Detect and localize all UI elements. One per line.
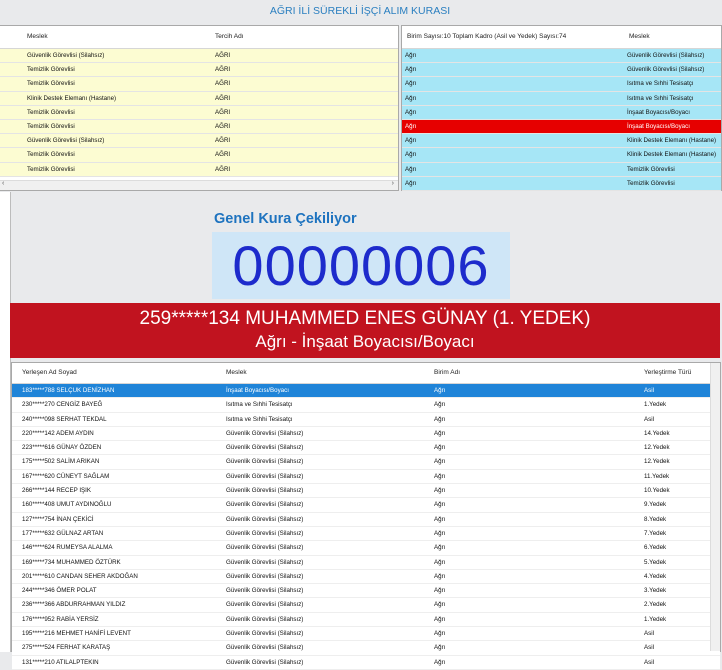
table-cell: Güvenlik Görevlisi (Silahsız)	[226, 644, 304, 652]
table-row[interactable]	[12, 584, 720, 598]
table-row[interactable]	[0, 106, 398, 120]
table-cell: 12.Yedek	[644, 444, 670, 452]
table-cell: Ağrı	[434, 644, 446, 652]
table-cell: Ağrı	[405, 94, 417, 102]
preference-table[interactable]	[0, 25, 399, 191]
column-header-meslek[interactable]: Meslek	[27, 33, 48, 40]
table-cell: 175*****502 SALİM ARIKAN	[22, 458, 100, 466]
table-cell: 9.Yedek	[644, 501, 667, 509]
table-row[interactable]	[12, 441, 720, 455]
table-row[interactable]	[0, 148, 398, 162]
table-cell: Ağrı	[434, 487, 446, 495]
table-cell: AĞRI	[215, 66, 231, 74]
unit-table-body	[402, 49, 721, 191]
table-cell: Asil	[644, 387, 654, 394]
table-cell: Temizlik Görevlisi	[27, 165, 75, 173]
table-cell: Ağrı	[405, 179, 417, 187]
table-cell: Ağrı	[434, 401, 446, 409]
table-cell: Güvenlik Görevlisi (Silahsız)	[226, 601, 304, 609]
table-row[interactable]	[12, 498, 720, 512]
table-cell: Isıtma ve Sıhhi Tesisatçı	[627, 94, 694, 102]
table-cell: Ağrı	[405, 122, 417, 130]
table-cell: 160*****408 UMUT AYDINOĞLU	[22, 501, 112, 509]
table-cell: Ağrı	[405, 66, 417, 74]
table-row[interactable]	[402, 163, 721, 177]
table-cell: 240*****098 SERHAT TEKDAL	[22, 415, 107, 423]
table-cell: 1.Yedek	[644, 401, 667, 409]
table-cell: 5.Yedek	[644, 558, 667, 566]
table-cell: 3.Yedek	[644, 587, 667, 595]
table-cell: 12.Yedek	[644, 458, 670, 466]
table-cell: 167*****620 CÜNEYT SAĞLAM	[22, 472, 110, 480]
horizontal-scrollbar[interactable]	[0, 180, 398, 190]
table-cell: Güvenlik Görevlisi (Silahsız)	[27, 137, 105, 145]
table-row[interactable]	[12, 427, 720, 441]
table-cell: AĞRI	[215, 80, 231, 88]
table-cell: Ağrı	[434, 444, 446, 452]
table-cell: 220*****142 ADEM AYDIN	[22, 429, 94, 437]
table-cell: AĞRI	[215, 94, 231, 102]
table-row[interactable]	[12, 384, 720, 398]
column-header-tercih-adi[interactable]: Tercih Adı	[215, 33, 244, 40]
table-cell: Temizlik Görevlisi	[27, 108, 75, 116]
results-table[interactable]	[11, 362, 721, 666]
table-cell: Temizlik Görevlisi	[27, 80, 75, 88]
table-cell: AĞRI	[215, 151, 231, 159]
table-cell: 223*****616 GÜNAY ÖZDEN	[22, 444, 102, 452]
table-row[interactable]	[402, 177, 721, 191]
table-cell: Isıtma ve Sıhhi Tesisatçı	[226, 401, 293, 409]
table-cell: Güvenlik Görevlisi (Silahsız)	[226, 630, 304, 638]
column-header-birim[interactable]: Birim Sayısı:10 Toplam Kadro (Asil ve Yedek) Sayısı:74	[407, 33, 567, 40]
table-cell: Klinik Destek Elemanı (Hastane)	[627, 137, 717, 145]
table-row[interactable]	[402, 134, 721, 148]
table-cell: Ağrı	[434, 558, 446, 566]
table-row[interactable]	[12, 398, 720, 412]
table-row[interactable]	[402, 92, 721, 106]
chevron-right-icon[interactable]: ›	[391, 180, 394, 187]
table-cell: İnşaat Boyacısı/Boyacı	[627, 108, 690, 116]
table-row[interactable]	[0, 92, 398, 106]
table-row[interactable]	[12, 627, 720, 641]
table-cell: Güvenlik Görevlisi (Silahsız)	[226, 501, 304, 509]
table-cell: 177*****632 GÜLNAZ ARTAN	[22, 529, 104, 537]
left-panel-frame	[0, 192, 11, 652]
table-cell: Güvenlik Görevlisi (Silahsız)	[226, 487, 304, 495]
table-row[interactable]	[0, 134, 398, 148]
table-cell: Güvenlik Görevlisi (Silahsız)	[226, 472, 304, 480]
column-header-meslek[interactable]: Meslek	[226, 369, 247, 376]
column-header-meslek[interactable]: Meslek	[629, 33, 650, 40]
table-cell: 8.Yedek	[644, 515, 667, 523]
table-cell: Asil	[644, 630, 654, 638]
table-cell: Ağrı	[405, 137, 417, 145]
table-cell: 176*****952 RABİA YERSİZ	[22, 615, 99, 623]
table-cell: Güvenlik Görevlisi (Silahsız)	[226, 429, 304, 437]
table-row[interactable]	[12, 613, 720, 627]
table-cell: 146*****624 RUMEYSA ALALMA	[22, 544, 113, 552]
table-row[interactable]	[0, 63, 398, 77]
table-cell: Güvenlik Görevlisi (Silahsız)	[627, 52, 705, 59]
table-cell: Ağrı	[434, 472, 446, 480]
table-cell: AĞRI	[215, 165, 231, 173]
table-row[interactable]	[12, 413, 720, 427]
table-row[interactable]	[12, 470, 720, 484]
results-table-header	[12, 363, 720, 384]
table-cell: İnşaat Boyacısı/Boyacı	[226, 387, 289, 394]
table-cell: 230*****270 CENGİZ BAYEĞ	[22, 401, 103, 409]
table-cell: 195*****216 MEHMET HANİFİ LEVENT	[22, 630, 131, 638]
table-row[interactable]	[0, 120, 398, 134]
table-cell: Güvenlik Görevlisi (Silahsız)	[226, 658, 304, 666]
table-cell: 127*****754 İNAN ÇEKİCİ	[22, 515, 94, 523]
chevron-left-icon[interactable]: ‹	[2, 180, 5, 187]
table-cell: 169*****734 MUHAMMED ÖZTÜRK	[22, 558, 121, 566]
table-cell: 11.Yedek	[644, 472, 670, 480]
table-cell: Ağrı	[434, 515, 446, 523]
table-cell: Güvenlik Görevlisi (Silahsız)	[226, 458, 304, 466]
column-header-birim-adi[interactable]: Birim Adı	[434, 369, 461, 376]
table-cell: Güvenlik Görevlisi (Silahsız)	[226, 587, 304, 595]
table-row[interactable]	[12, 541, 720, 555]
table-cell: 6.Yedek	[644, 544, 667, 552]
table-cell: Güvenlik Görevlisi (Silahsız)	[226, 615, 304, 623]
table-cell: 183*****788 SELÇUK DENİZHAN	[22, 387, 115, 394]
table-cell: 7.Yedek	[644, 529, 667, 537]
table-cell: Ağrı	[434, 501, 446, 509]
table-cell: 4.Yedek	[644, 572, 667, 580]
table-cell: Temizlik Görevlisi	[27, 122, 75, 130]
table-cell: 10.Yedek	[644, 487, 670, 495]
window-title: AĞRI İLİ SÜREKLİ İŞÇİ ALIM KURASI	[269, 5, 451, 17]
table-cell: Temizlik Görevlisi	[627, 165, 675, 173]
table-cell: Ağrı	[434, 630, 446, 638]
table-cell: Ağrı	[434, 458, 446, 466]
table-cell: 14.Yedek	[644, 429, 670, 437]
table-cell: 201*****610 CANDAN SEHER AKDOĞAN	[22, 572, 138, 580]
table-cell: AĞRI	[215, 137, 231, 145]
table-cell: Klinik Destek Elemanı (Hastane)	[627, 151, 717, 159]
table-cell: Ağrı	[405, 151, 417, 159]
preference-table-header	[0, 26, 398, 49]
table-cell: AĞRI	[215, 52, 231, 59]
table-row[interactable]	[12, 641, 720, 655]
table-cell: Ağrı	[434, 587, 446, 595]
table-cell: 1.Yedek	[644, 615, 667, 623]
table-cell: Güvenlik Görevlisi (Silahsız)	[226, 572, 304, 580]
table-cell: Ağrı	[405, 108, 417, 116]
table-cell: Ağrı	[405, 80, 417, 88]
table-cell: 244*****346 ÖMER POLAT	[22, 587, 97, 595]
winner-name: 259*****134 MUHAMMED ENES GÜNAY (1. YEDEK)	[139, 308, 591, 329]
table-cell: Asil	[644, 658, 654, 666]
draw-status-label: Genel Kura Çekiliyor	[214, 211, 357, 227]
table-row[interactable]	[402, 120, 721, 134]
table-cell: Asil	[644, 644, 654, 652]
table-cell: Klinik Destek Elemanı (Hastane)	[27, 94, 117, 102]
table-cell: 275*****524 FERHAT KARATAŞ	[22, 644, 111, 652]
table-row[interactable]	[12, 455, 720, 469]
column-header-yerlestirme-turu[interactable]: Yerleştirme Türü	[644, 369, 692, 376]
table-cell: Temizlik Görevlisi	[627, 179, 675, 187]
table-cell: Güvenlik Görevlisi (Silahsız)	[226, 529, 304, 537]
table-row[interactable]	[12, 484, 720, 498]
table-cell: İnşaat Boyacısı/Boyacı	[627, 122, 690, 130]
table-cell: Güvenlik Görevlisi (Silahsız)	[226, 544, 304, 552]
table-cell: Ağrı	[434, 572, 446, 580]
table-cell: Ağrı	[434, 658, 446, 666]
table-cell: Asil	[644, 415, 654, 423]
winner-banner	[10, 303, 720, 358]
table-cell: Isıtma ve Sıhhi Tesisatçı	[226, 415, 293, 423]
unit-table[interactable]	[401, 25, 722, 191]
table-row[interactable]	[12, 598, 720, 612]
table-cell: Temizlik Görevlisi	[27, 151, 75, 159]
table-cell: Ağrı	[434, 544, 446, 552]
table-row[interactable]	[402, 49, 721, 63]
table-cell: Ağrı	[405, 52, 417, 59]
table-row[interactable]	[402, 106, 721, 120]
table-cell: 236*****366 ABDURRAHMAN YILDIZ	[22, 601, 126, 609]
table-cell: Ağrı	[405, 165, 417, 173]
table-row[interactable]	[12, 556, 720, 570]
table-row[interactable]	[402, 148, 721, 162]
table-cell: Isıtma ve Sıhhi Tesisatçı	[627, 80, 694, 88]
results-table-body	[12, 384, 720, 670]
table-cell: 2.Yedek	[644, 601, 667, 609]
table-row[interactable]	[402, 63, 721, 77]
table-cell: AĞRI	[215, 108, 231, 116]
table-row[interactable]	[12, 527, 720, 541]
table-cell: Ağrı	[434, 601, 446, 609]
table-row[interactable]	[12, 513, 720, 527]
winner-position: Ağrı - İnşaat Boyacısı/Boyacı	[255, 332, 475, 351]
table-cell: Güvenlik Görevlisi (Silahsız)	[226, 444, 304, 452]
table-cell: 266*****144 RECEP IŞIK	[22, 487, 92, 495]
table-cell: Ağrı	[434, 429, 446, 437]
table-cell: 131*****210 ATILALPTEKIN	[22, 658, 99, 666]
table-cell: Ağrı	[434, 387, 446, 394]
table-row[interactable]	[0, 49, 398, 63]
table-cell: Ağrı	[434, 415, 446, 423]
table-cell: AĞRI	[215, 122, 231, 130]
table-row[interactable]	[0, 77, 398, 91]
vertical-scrollbar[interactable]	[710, 363, 720, 651]
table-cell: Ağrı	[434, 529, 446, 537]
table-cell: Güvenlik Görevlisi (Silahsız)	[226, 558, 304, 566]
table-row[interactable]	[402, 77, 721, 91]
table-row[interactable]	[12, 656, 720, 670]
table-cell: Ağrı	[434, 615, 446, 623]
preference-table-body	[0, 49, 398, 177]
table-row[interactable]	[12, 570, 720, 584]
table-cell: Güvenlik Görevlisi (Silahsız)	[27, 52, 105, 59]
column-header-ad-soyad[interactable]: Yerleşen Ad Soyad	[22, 369, 77, 376]
table-cell: Temizlik Görevlisi	[27, 66, 75, 74]
draw-counter: 00000006	[212, 232, 510, 299]
table-cell: Güvenlik Görevlisi (Silahsız)	[226, 515, 304, 523]
table-row[interactable]	[0, 163, 398, 177]
table-cell: Güvenlik Görevlisi (Silahsız)	[627, 66, 705, 74]
unit-table-header	[402, 26, 721, 49]
